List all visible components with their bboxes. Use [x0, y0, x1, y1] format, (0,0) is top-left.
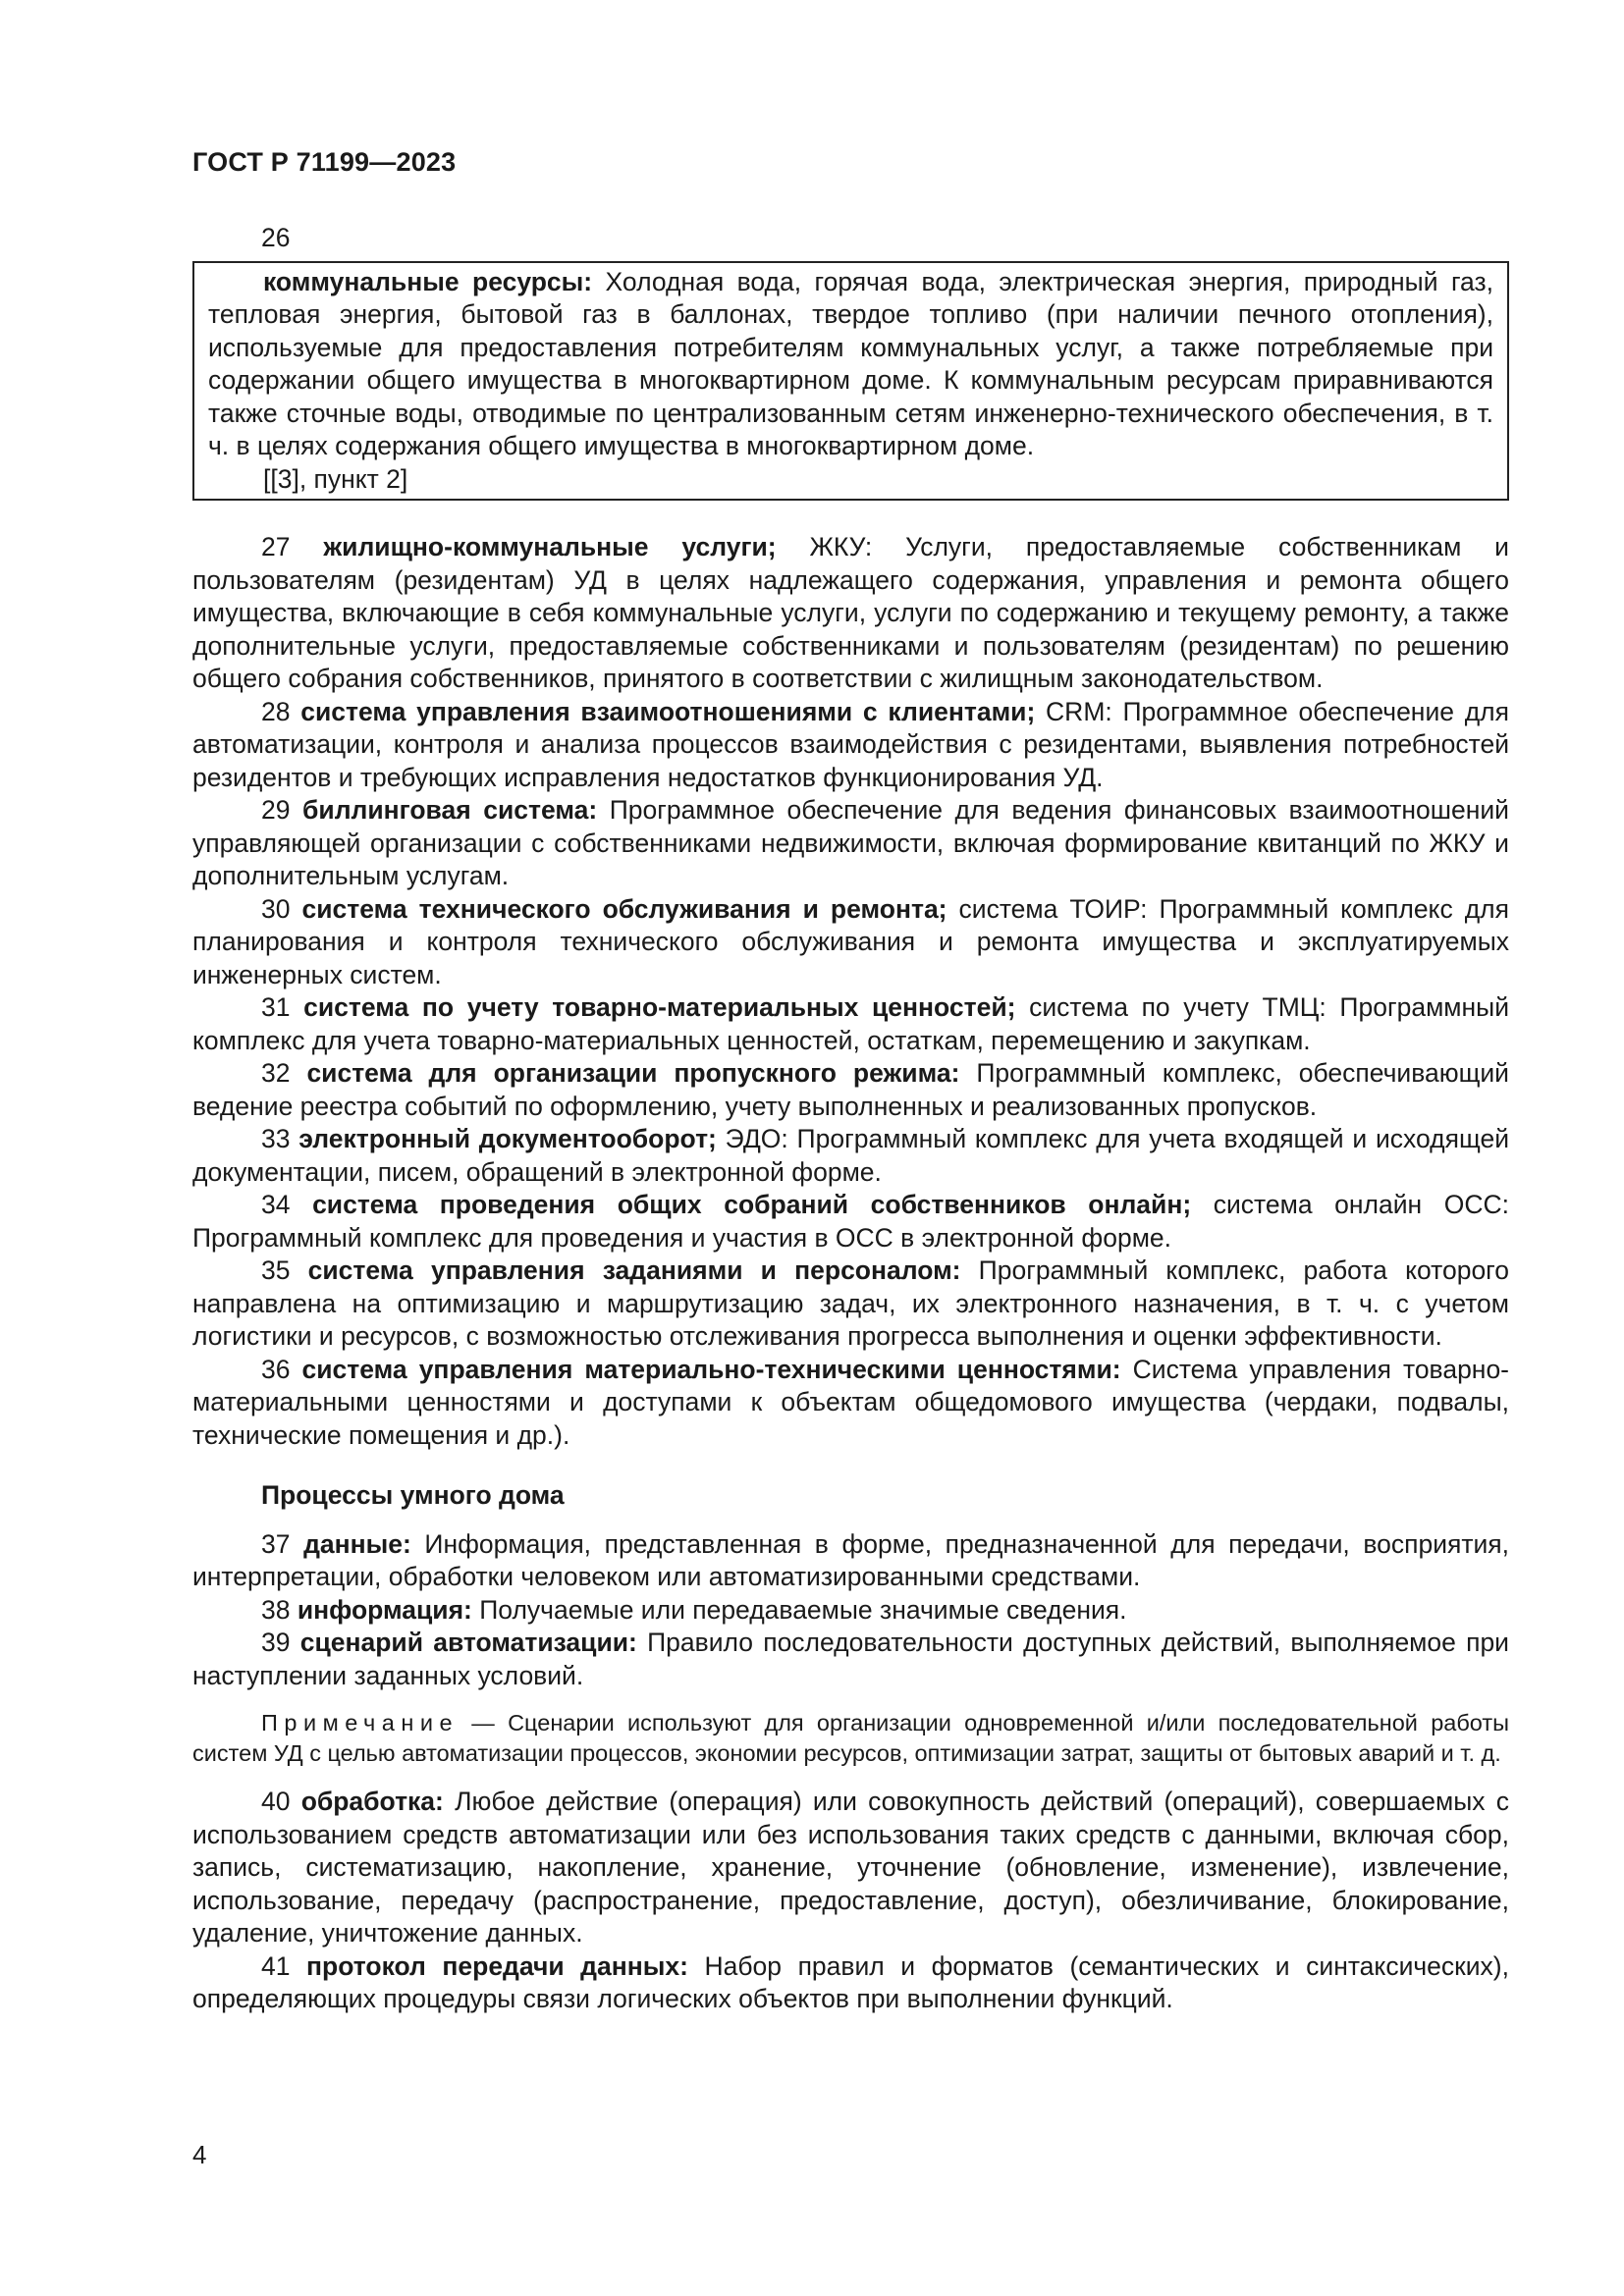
- term-definition: система ТОИР: Программный комплекс для планирования и контроля технического обслуживания и ремонта имущества и эксплуатируемых инженерных систем.: [192, 893, 1509, 989]
- term-name: система технического обслуживания и ремонта;: [301, 893, 947, 924]
- term-definition: Набор правил и форматов (семантических и синтаксических), определяющих процедуры связи логических объектов при выполнении функций.: [192, 1950, 1509, 2013]
- term-definition: Любое действие (операция) или совокупность действий (операций), совершаемых с использованием средств автоматизации или без использования таких средств с данными, включая сбор, запись, систематизацию, накопление, хранение, уточнение (обновление, изменение), извлечение, использование, передачу (распространение, предоставление, доступ), обезличивание, блокирование, удаление, уничтожение данных.: [192, 1787, 1510, 1948]
- note-text: — Сценарии используют для организации одновременной и/или последовательной работы систем УД с целью автоматизации процессов, экономии ресурсов, оптимизации затрат, защиты от бытовых аварий и т. д.: [192, 1710, 1509, 1766]
- term-name: система проведения общих собраний собственников онлайн;: [312, 1190, 1192, 1219]
- standard-designation: ГОСТ Р 71199—2023: [192, 147, 457, 177]
- term-name: жилищно-коммунальные услуги;: [323, 532, 777, 561]
- term-name: обработка:: [300, 1787, 444, 1816]
- term-number: 34: [261, 1190, 313, 1219]
- term-definition: Холодная вода, горячая вода, электрическая энергия, природный газ, тепловая энергия, бытовой газ в баллонах, твердое топливо (при наличии печного отопления), используемые для предоставления потребителям коммунальных услуг, а также потребляемые при содержании общего имущества в многоквартирном доме. К коммунальным ресурсам приравниваются также сточные воды, отводимые по централизованным сетям инженерно-технического обеспечения, в т. ч. в целях содержания общего имущества в многоквартирном доме.: [208, 266, 1493, 460]
- term-definition: Информация, представленная в форме, предназначенной для передачи, восприятия, интерпретации, обработки человеком или автоматизированными средствами.: [192, 1528, 1509, 1591]
- term-name: биллинговая система:: [302, 795, 598, 825]
- term-entry: [192, 1354, 1509, 1453]
- term-number: 30: [261, 893, 302, 924]
- note: [192, 1708, 1509, 1769]
- term-entry: [192, 531, 1509, 696]
- term-definition: Правило последовательности доступных действий, выполняемое при наступлении заданных условий.: [192, 1628, 1509, 1690]
- term-entry: [192, 1255, 1509, 1354]
- term-number: 37: [261, 1528, 304, 1559]
- term-entry: [192, 1528, 1509, 1594]
- term-name: электронный документооборот;: [298, 1124, 717, 1153]
- term-entry: [192, 696, 1509, 795]
- term-name: система управления взаимоотношениями с клиентами;: [300, 696, 1036, 726]
- term-name: система по учету товарно-материальных ценностей;: [303, 992, 1016, 1022]
- term-entry: [192, 991, 1509, 1057]
- term-name: система для организации пропускного режима:: [306, 1058, 960, 1088]
- term-name: система управления материально-техническими ценностями:: [301, 1354, 1121, 1384]
- term-name: сценарий автоматизации:: [299, 1628, 637, 1657]
- term-number: 27: [261, 532, 324, 561]
- term-name: система управления заданиями и персоналом:: [307, 1255, 961, 1285]
- term-entry: [192, 1189, 1509, 1255]
- boxed-entry: [192, 261, 1509, 502]
- term-entry: [192, 1627, 1509, 1692]
- note-label: Примечание: [261, 1710, 460, 1735]
- term-number: 32: [261, 1058, 307, 1088]
- term-number: 38: [261, 1594, 298, 1625]
- term-number: 28: [261, 696, 301, 726]
- term-definition: ЭДО: Программный комплекс для учета входящей и исходящей документации, писем, обращений в электронной форме.: [192, 1124, 1509, 1187]
- term-entry: [192, 794, 1509, 893]
- section-heading: Процессы умного дома: [261, 1480, 565, 1510]
- term-reference: [[3], пункт 2]: [263, 463, 408, 494]
- page-number: 4: [192, 2140, 207, 2169]
- term-definition: система онлайн ОСС: Программный комплекс для проведения и участия в ОСС в электронной форме.: [192, 1190, 1509, 1253]
- term-number: 33: [261, 1124, 299, 1153]
- term-number: 39: [261, 1628, 300, 1657]
- term-definition: Программное обеспечение для ведения финансовых взаимоотношений управляющей организации с собственниками недвижимости, включая формирование квитанций по ЖКУ и дополнительным услугам.: [192, 795, 1509, 890]
- document-body: [192, 222, 1509, 2016]
- term-entry: [192, 1594, 1509, 1628]
- term-entry: [192, 1123, 1509, 1189]
- term-number: 35: [261, 1255, 308, 1285]
- boxed-entry-number: 26: [261, 223, 291, 252]
- term-definition: ЖКУ: Услуги, предоставляемые собственникам и пользователям (резидентам) УД в целях надлежащего содержания, управления и ремонта общего имущества, включающие в себя коммунальные услуги, услуги по содержанию и текущему ремонту, а также дополнительные услуги, предоставляемые собственниками и пользователям (резидентам) по решению общего собрания собственников, принятого в соответствии с жилищным законодательством.: [192, 532, 1509, 693]
- term-name: коммунальные ресурсы:: [263, 266, 593, 296]
- term-entry: [192, 1057, 1509, 1123]
- spacer: [192, 501, 1509, 531]
- term-definition: CRM: Программное обеспечение для автоматизации, контроля и анализа процессов взаимодействия с резидентами, выявления потребностей резидентов и требующих исправления недостатков функционирования УД.: [192, 696, 1509, 792]
- term-definition: Программный комплекс, работа которого направлена на оптимизацию и маршрутизацию задач, их электронного назначения, в т. ч. с учетом логистики и ресурсов, с возможностью отслеживания прогресса выполнения и оценки эффективности.: [192, 1255, 1509, 1351]
- term-definition: система по учету ТМЦ: Программный комплекс для учета товарно-материальных ценностей, остаткам, перемещению и закупкам.: [192, 992, 1510, 1055]
- term-name: информация:: [297, 1594, 472, 1625]
- term-entry: [192, 1786, 1509, 1950]
- term-number: 40: [261, 1787, 301, 1816]
- term-number: 36: [261, 1354, 302, 1384]
- term-entry: [208, 266, 1493, 463]
- term-number: 29: [261, 795, 303, 825]
- term-number: 31: [261, 992, 304, 1022]
- term-name: данные:: [303, 1528, 411, 1559]
- term-definition: Программный комплекс, обеспечивающий ведение реестра событий по оформлению, учету выполненных и реализованных пропусков.: [192, 1058, 1509, 1121]
- term-number: 41: [261, 1950, 307, 1981]
- term-entry: [192, 1950, 1509, 2016]
- term-name: протокол передачи данных:: [306, 1950, 688, 1981]
- term-entry: [192, 893, 1509, 992]
- term-definition: Получаемые или передаваемые значимые сведения.: [471, 1594, 1127, 1625]
- term-definition: Система управления товарно-материальными ценностями и доступами к объектам общедомового имущества (чердаки, подвалы, технические помещения и др.).: [192, 1354, 1510, 1450]
